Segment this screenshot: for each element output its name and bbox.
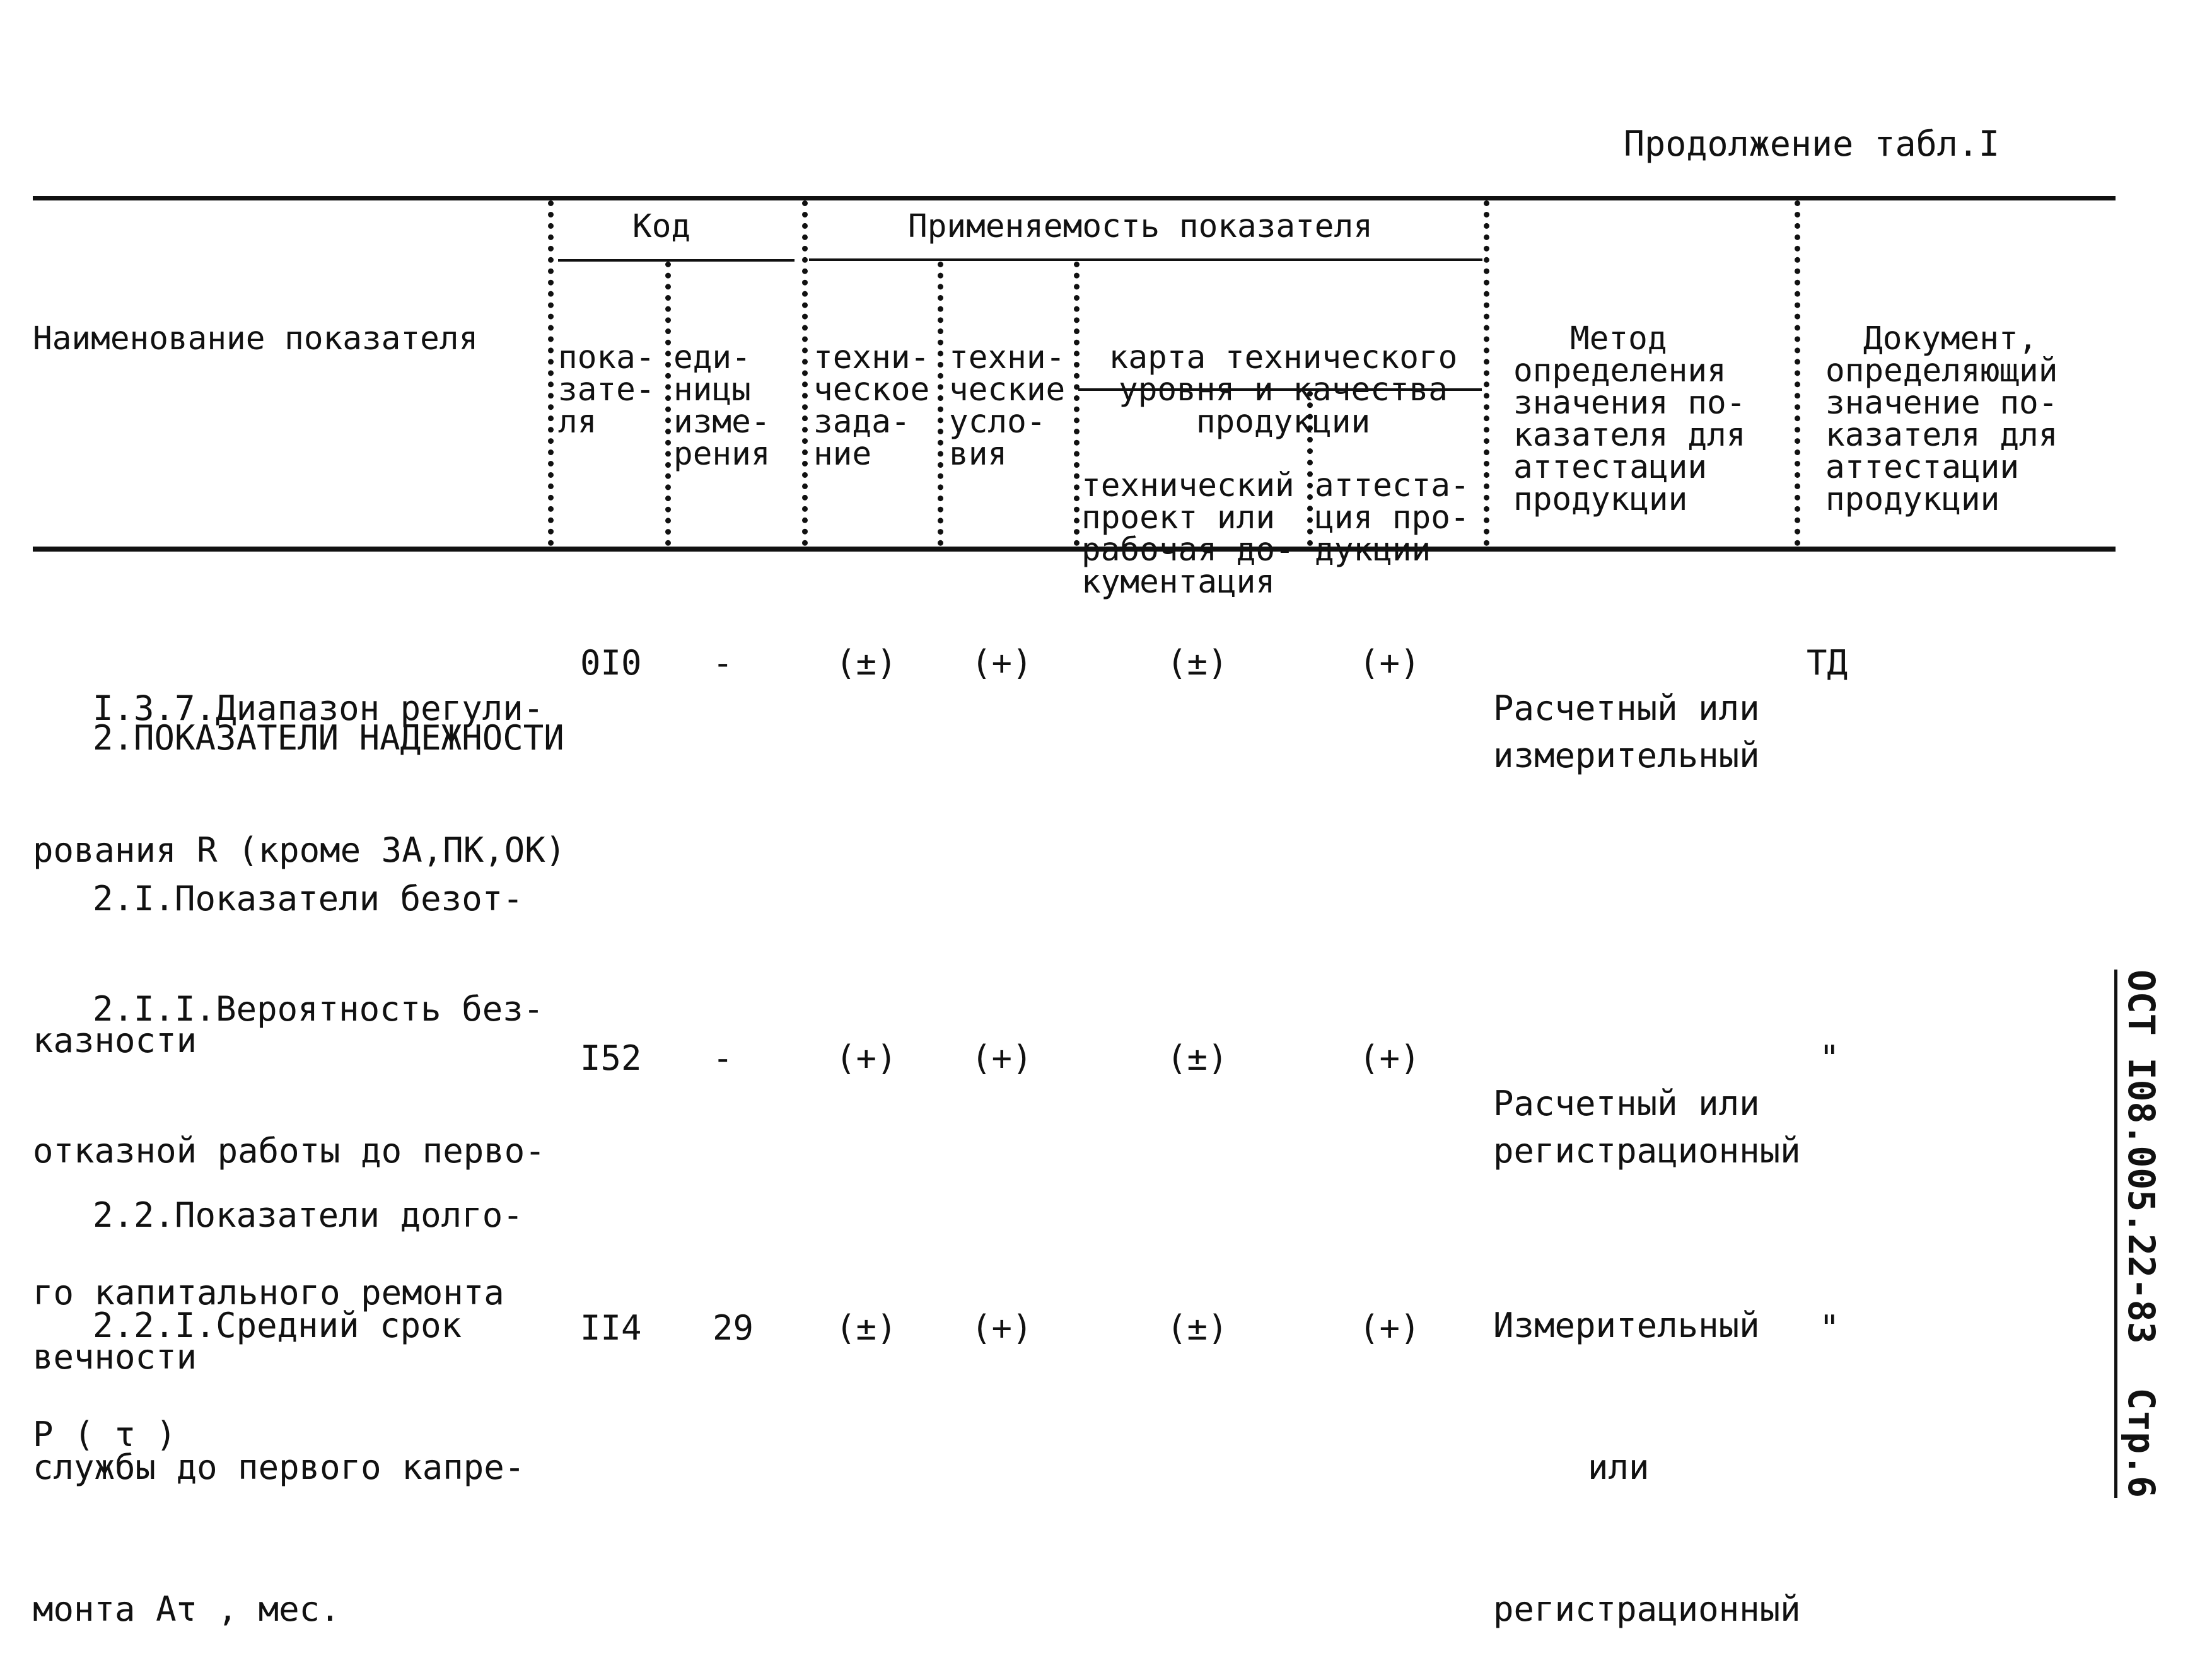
row-technical-project: (±) [1167, 1038, 1228, 1078]
row-technical-task: (±) [835, 643, 897, 683]
row-attestation: (+) [1359, 1038, 1421, 1078]
row-attestation: (+) [1359, 643, 1421, 683]
row-technical-project: (±) [1167, 1308, 1228, 1348]
header-technical-conditions: техни- ческие усло- вия [949, 339, 1066, 473]
column-separator [802, 200, 808, 546]
row-technical-project: (±) [1167, 643, 1228, 683]
header-method: Метод определения значения по- казателя для аттестации продукции [1513, 320, 1746, 518]
header-technical-task: техни- ческое зада- ние [813, 339, 930, 473]
row-indicator-name: I.3.7.Диапазон регули- рования R (кроме ЗА,ПК,ОК) [33, 688, 566, 870]
section-heading: 2.ПОКАЗАТЕЛИ НАДЕЖНОСТИ [93, 718, 564, 758]
row-document: ТД [1807, 643, 1848, 683]
row-document: " [1819, 1038, 1840, 1078]
row-indicator-code: I52 [580, 1038, 642, 1078]
row-document: " [1819, 1308, 1840, 1348]
header-indicator-name: Наименование показателя [33, 320, 479, 357]
header-code-indicator: пока- зате- ля [558, 339, 655, 441]
row-technical-conditions: (+) [971, 1308, 1033, 1348]
header-technical-project: технический проект или рабочая до- кументация [1081, 467, 1295, 601]
applicability-sub-rule [809, 258, 1482, 261]
document-code-page-label: ОСТ I08.005.22-83 Стр.6 [2114, 970, 2163, 1498]
column-separator [1795, 200, 1800, 546]
row-indicator-code: II4 [580, 1308, 642, 1348]
column-separator [548, 200, 554, 546]
column-separator [1484, 200, 1489, 546]
row-method: Расчетный или измерительный [1493, 688, 1760, 775]
header-quality-map: карта технического уровня и качества продукции [1109, 339, 1458, 441]
row-technical-conditions: (+) [971, 1038, 1033, 1078]
row-method: Расчетный или регистрационный [1493, 1084, 1801, 1171]
header-document: Документ, определяющий значение по- казателя для аттестации продукции [1825, 320, 2058, 518]
subsection-heading: 2.I.Показатели безот- казности [33, 879, 523, 1060]
header-code-unit: еди- ницы изме- рения [673, 339, 771, 473]
table-header-bottom-rule [33, 547, 2116, 552]
row-unit-code: 29 [713, 1308, 754, 1348]
column-separator [938, 262, 943, 546]
column-separator [665, 262, 671, 546]
subsection-heading: 2.2.Показатели долго- вечности [33, 1195, 523, 1377]
header-code: Код [632, 208, 691, 245]
row-technical-conditions: (+) [971, 643, 1033, 683]
row-technical-task: (+) [835, 1038, 897, 1078]
row-indicator-name: 2.I.I.Вероятность без- отказной работы до перво- го капитального ремонта Р ( τ ) [33, 989, 545, 1454]
row-indicator-name: 2.2.I.Средний срок службы до первого капре- монта Aτ , мес. [33, 1306, 525, 1629]
table-top-rule [33, 196, 2116, 200]
table-continuation-caption: Продолжение табл.I [1624, 124, 2000, 164]
header-attestation: аттеста- ция про- дукции [1315, 467, 1470, 569]
row-technical-task: (±) [835, 1308, 897, 1348]
row-method: Измерительный или регистрационный [1493, 1306, 1801, 1629]
row-unit-code: - [713, 643, 733, 683]
header-applicability: Применяемость показателя [908, 208, 1373, 245]
code-sub-rule [558, 259, 795, 262]
row-unit-code: - [713, 1038, 733, 1078]
row-attestation: (+) [1359, 1308, 1421, 1348]
row-indicator-code: 0I0 [580, 643, 642, 683]
column-separator [1074, 262, 1080, 546]
